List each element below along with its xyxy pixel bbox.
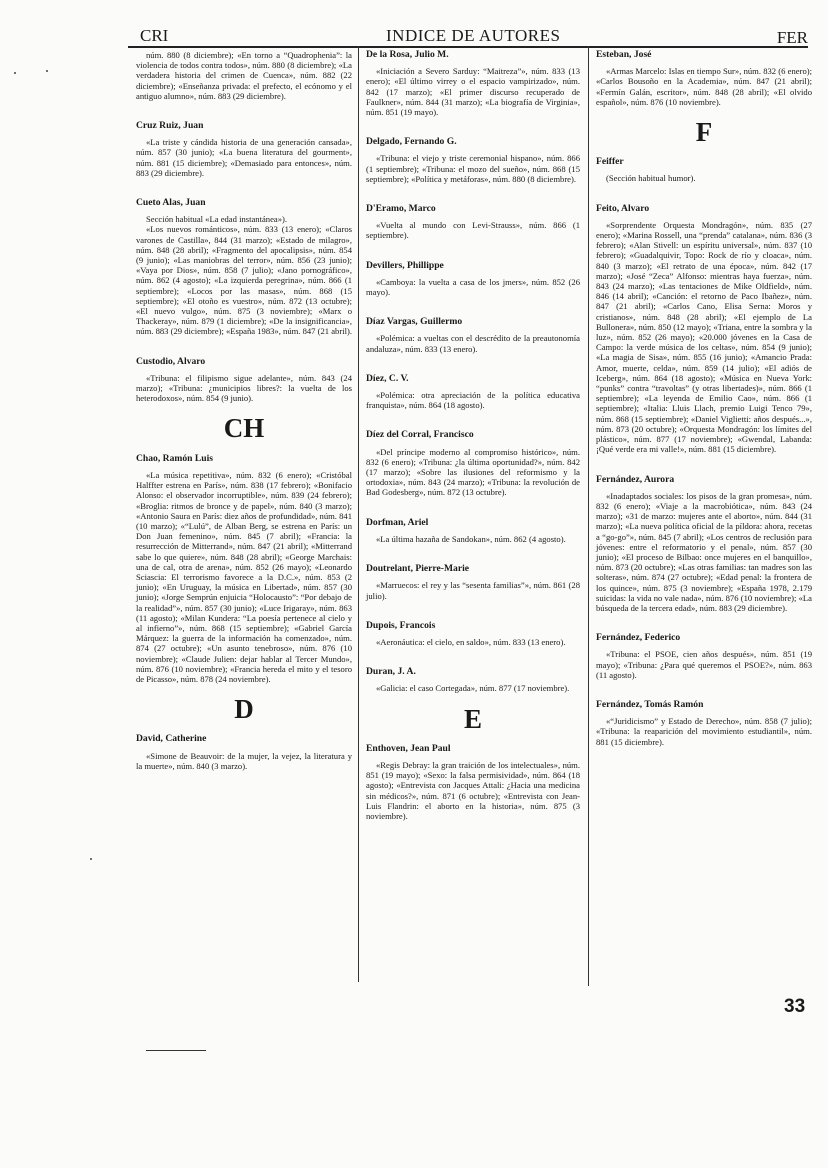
author-entry [366,137,580,184]
author-entry [366,621,580,647]
entry-text: «Tribuna: el viejo y triste ceremonial hispano», núm. 866 (1 septiembre); «Tribuna: el mozo del sueño», núm. 868 (15 septiembre); «Política y metáforas», núm. 880 (8 diciembre). [366,153,580,184]
index-column-1 [136,50,352,791]
header-title: INDICE DE AUTORES [386,26,561,45]
header-guide-word-left: CRI [140,26,169,45]
entry-text: «La última hazaña de Sandokan», núm. 862 (4 agosto). [376,533,566,544]
author-entry [366,518,580,544]
column-rule [588,46,589,986]
scan-speck [14,72,16,74]
entry-text: «“Juridicismo” y Estado de Derecho», núm. 858 (7 julio); «Tribuna: la reaparición del movimiento estudiantil», núm. 881 (15 diciembre). [596,716,812,747]
author-name: Fernández, Tomás Ramón [596,698,704,710]
entry-text: «Camboya: la vuelta a casa de los jmers», núm. 852 (26 mayo). [366,276,580,298]
entry-text: «Armas Marcelo: Islas en tiempo Sur», núm. 832 (6 enero); «Carlos Bousoño en la Academia», núm. 847 (21 abril); «Fermín Galán, escritor», núm. 848 (28 abril); «El olvido español», núm. 876 (10 noviembre). [596,66,812,107]
entry-text: Sección habitual «La edad instantánea»). [146,214,288,225]
entry-text: «Polémica: otra apreciación de la política educativa franquista», núm. 864 (18 agosto). [366,390,580,411]
author-entry [596,633,812,680]
section-letter: F [695,117,713,148]
author-entry [366,667,580,693]
entry-text: «Del príncipe moderno al compromiso histórico», núm. 832 (6 enero); «Tribuna: ¿la última oportunidad?», núm. 842 (17 marzo); «Sobre las ilusiones del reformismo y la ortodoxia», núm. 843 (24 marzo); «Tribuna: la revolución de Bad Godesberg», núm. 872 (13 octubre). [366,446,580,498]
entry-text: «Tribuna: el filipismo sigue adelante», núm. 843 (24 marzo); «Tribuna: ¿municipios libres?: la vuelta de los heterodoxos», núm. 854 (9 junio). [136,372,352,404]
entry-text: «Los nuevos románticos», núm. 833 (13 enero); «Claros varones de Castilla», 844 (31 marzo); «Estado de milagro», núm. 848 (28 abril); «Fragmento del apocalipsis», núm. 854 (9 junio); «Las maniobras del terror», núm. 856 (23 junio); «Vaya por Dios», núm. 858 (7 julio); «Jano pornográfico», núm. 862 (4 agosto); «La izquierda peregrina», núm. 866 (1 septiembre); «Locos por las masas», núm. 868 (15 septiembre); «El otoño es vuestro», núm. 872 (13 octubre); «El nuevo vulgo», núm. 875 (3 noviembre); «Marx o Thackeray», núm. 879 (1 diciembre); «De la insignificancia», núm. 883 (29 diciembre); «España 1983», núm. 847 (21 abril). [136,224,352,337]
author-name: Dupois, Francois [366,619,436,631]
author-entry [136,121,352,178]
author-entry [366,317,580,354]
scan-speck [46,70,48,72]
divider [146,1050,206,1051]
author-name: De la Rosa, Julio M. [366,49,449,60]
author-name: David, Catherine [136,733,207,745]
index-column-3 [596,50,812,767]
author-name: Díez, C. V. [366,372,409,384]
index-column-2 [366,50,580,841]
author-name: Doutrelant, Pierre-Marie [366,563,470,575]
author-entry [136,454,352,684]
author-entry [366,430,580,497]
entry-text: «Polémica: a vueltas con el descrédito de la preautonomía andaluza», núm. 833 (13 enero). [366,333,580,354]
entry-text: «Iniciación a Severo Sarduy: “Maitreza”», núm. 833 (13 enero); «El último virrey o el espacio vampirizado», núm. 842 (17 marzo); «El primer discurso recuperado de Faulkner», núm. 844 (31 marzo); «La biografía de Virginia», núm. 851 (19 mayo). [366,66,580,118]
page-header [128,24,808,48]
author-entry [136,357,352,404]
author-entry [596,50,812,107]
section-letter: D [234,694,254,725]
author-name: Feito, Alvaro [596,202,650,214]
author-name: Díaz Vargas, Guillermo [366,316,463,328]
entry-text: «Simone de Beauvoir: de la mujer, la vejez, la literatura y la muerte», núm. 840 (3 marzo). [136,750,352,771]
author-name: Delgado, Fernando G. [366,136,457,148]
entry-text: «Sorprendente Orquesta Mondragón», núm. 835 (27 enero); «Marina Rossell, una “prenda” catalana», núm. 836 (3 febrero); «Alan Stivell: un espíritu universal», núm. 837 (10 febrero); «Guadalquivir, Topo: Rock de río y cloaca», núm. 840 (3 marzo); «El retrato de una época», núm. 842 (17 marzo); «José “Zeca” Alfonso: mientras haya fuerza», núm. 843 (24 marzo); «Las tentaciones de Mike Oldfield», núm. 846 (14 abril); «Canción: el retorno de Paco Ibañez», núm. 847 (21 abril); «Carlos Cano, Elisa Serna: Moros y cristianos», núm. 848 (28 abril); «El ejemplo de La Bullonera», núm. 850 (12 mayo); «Triana, entre la sombra y la luz», núm. 852 (26 mayo); «20.000 jóvenes en la Casa de Campo: la verde música de los celtas», núm. 854 (9 junio); «La magia de Sisa», núm. 855 (16 junio); «Amancio Prada: Amor, muerte, celda», núm. 859 (14 julio); «El adiós de Iceberg», núm. 864 (18 agosto); «Música en Nueva York: “punks” contra “travoltas” (y otras libertades)», núm. 866 (1 septiembre); «La leyenda de Emilio Cao», núm. 866 (1 septiembre); «Italia: Lluis Llach, premio Luigi Tenco 79», núm. 868 (15 septiembre); «Daniel Viglietti: años después...», núm. 873 (20 octubre); «Orquesta Mondragón: los límites del plástico», núm. 877 (17 noviembre); «Gwendal, Labanda: ¡Qué verde era mi valle!», núm. 881 (15 diciembre). [596,219,812,455]
author-entry [596,475,812,614]
author-entry [136,198,352,337]
author-entry [366,50,580,117]
scan-speck [90,858,92,860]
author-name: Custodio, Alvaro [136,355,206,367]
entry-text: «La música repetitiva», núm. 832 (6 enero); «Cristóbal Halffter estrena en París», núm. 838 (17 febrero); «Bonifacio Alonso: el observador incorruptible», núm. 839 (24 febrero); «Broglia: ritmos de bronce y de papel», núm. 840 (3 marzo); «Antonio Saura en París: diez años de profundidad», núm. 841 (10 marzo); «“Lulú”, de Alban Berg, se estrena en París: un Don Juan femenino», núm. 845 (7 abril); «Francia: la resurrección de Mitterrand», núm. 847 (21 abril); «Mitterrand sabe lo que quiere», núm. 848 (28 abril); «George Marchais: una de cal, otra de arena», núm. 852 (26 mayo); «Leonardo Sciascia: El terrorismo favorece a la D.C.», núm. 853 (2 junio); «En Uruguay, la música en Libertad», núm. 857 (30 junio); «Jorge Semprún enjuicia “Holocausto”: “Por debajo de la realidad”», núm. 857 (30 junio); «Luce Irigaray», núm. 863 (11 agosto); «Milan Kundera: “La poesía pertenece al cielo y al infierno”», núm. 868 (15 septiembre); «Gabriel García Márquez: la guerra de la información ha comenzado», núm. 874 (27 octubre); «Un asunto tenebroso», núm. 876 (10 noviembre); «Claude Julien: dejar hablar al Tercer Mundo», núm. 876 (10 noviembre); «Francia hereda el mito y el tesoro de Picasso», núm. 878 (24 noviembre). [136,469,352,684]
section-letter: CH [223,413,265,444]
author-entry [366,261,580,298]
author-entry [366,564,580,601]
author-name: Chao, Ramón Luis [136,452,214,464]
author-name: Esteban, José [596,49,652,60]
author-name: Fernández, Federico [596,632,681,644]
entry-text: (Sección habitual humor). [606,173,696,184]
entry-text: núm. 880 (8 diciembre); «En torno a “Quadrophenia”: la violencia de todos contra todos», núm. 880 (8 diciembre); «La verdadera historia del crimen de Cuenca», núm. 882 (22 diciembre); «Enseñanza privada: el prefecto, el ecónomo y el antiguo alumno», núm. 883 (29 diciembre). [136,50,352,101]
entry-text: «Vuelta al mundo con Levi-Strauss», núm. 866 (1 septiembre). [366,220,580,241]
author-name: Feiffer [596,156,624,168]
page-number: 33 [784,996,806,1017]
entry-text: «Regis Debray: la gran traición de los intelectuales», núm. 851 (19 mayo); «Sexo: la falsa permisividad», núm. 864 (18 agosto); «Entrevista con Jacques Attali: ¿Hacia una medicina sin médicos?», núm. 871 (6 octubre); «Entrevista con Jean-Luis Flandrin: el aborto en la historia», núm. 875 (3 noviembre). [366,759,580,821]
author-name: Devillers, Phillippe [366,259,444,271]
author-entry [596,204,812,455]
author-name: Fernández, Aurora [596,473,675,485]
author-entry [596,157,812,183]
author-name: Cueto Alas, Juan [136,197,206,209]
section-letter: E [463,703,482,734]
entry-text: «Inadaptados sociales: los pisos de la gran promesa», núm. 832 (6 enero); «Viaje a la macrobiótica», núm. 843 (24 marzo); «31 de marzo: mujeres ante el aborto», núm. 844 (31 marzo); «La nueva política oficial de la píldora: ahora, recetas a “go-go”», núm. 845 (7 abril); «Los centros de reclusión para jóvenes: entre el reformatorio y el penal», núm. 857 (30 junio); «El proceso de Bilbao: once mujeres en el banquillo», núm. 873 (20 octubre); «Las otras familias: tan madres son las solteras», núm. 874 (27 octubre); «Edad penal: la frontera de los quince», núm. 875 (3 noviembre); «España 1978, 2.179 suicidas: la vida no vale nada», núm. 876 (10 noviembre); «La búsqueda de la tercera edad», núm. 883 (29 diciembre). [596,490,812,613]
author-name: Díez del Corral, Francisco [366,429,474,441]
author-name: Enthoven, Jean Paul [366,742,451,754]
author-entry [366,744,580,821]
author-name: D'Eramo, Marco [366,203,436,215]
entry-text: «Galicia: el caso Cortegada», núm. 877 (17 noviembre). [376,683,570,694]
author-entry [136,50,352,101]
author-name: Duran, J. A. [366,666,416,678]
author-entry [136,734,352,771]
author-entry [596,700,812,747]
header-guide-word-right: FER [776,28,808,47]
column-rule [358,46,359,982]
author-name: Dorfman, Ariel [366,516,429,528]
entry-text: «La triste y cándida historia de una generación cansada», núm. 857 (30 junio); «La buena literatura del gourment», núm. 881 (15 diciembre); «Demasiado para entonces», núm. 883 (29 diciembre). [136,137,352,178]
entry-text: «Marruecos: el rey y las “sesenta familias”», núm. 861 (28 julio). [366,580,580,601]
entry-text: «Tribuna: el PSOE, cien años después», núm. 851 (19 mayo); «Tribuna: ¿Para qué queremos el PSOE?», núm. 863 (11 agosto). [596,649,812,680]
author-entry [366,374,580,411]
entry-text: «Aeronáutica: el cielo, en saldo», núm. 833 (13 enero). [376,636,566,647]
author-entry [366,204,580,241]
author-name: Cruz Ruiz, Juan [136,120,204,132]
